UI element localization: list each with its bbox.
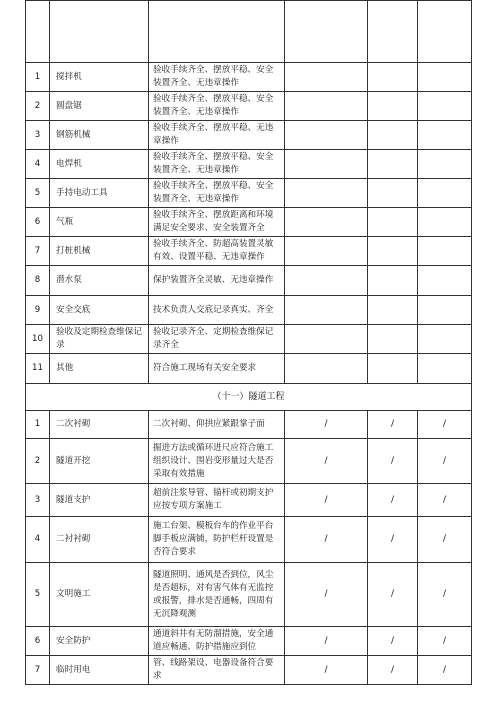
status-mark: / bbox=[285, 563, 368, 627]
table-row bbox=[26, 296, 472, 325]
table-row bbox=[26, 63, 472, 92]
row-number: 5 bbox=[26, 179, 50, 208]
row-number: 7 bbox=[26, 237, 50, 266]
item-name: 二次衬砌 bbox=[50, 411, 149, 439]
inspection-table bbox=[25, 0, 472, 685]
requirement: 验收手续齐全、摆放平稳、安全装置齐全、无违章操作 bbox=[149, 179, 285, 208]
requirement: 管、线路架设、电器设备符合要求 bbox=[149, 656, 285, 685]
status-mark: / bbox=[368, 439, 418, 484]
row-number: 6 bbox=[26, 627, 50, 656]
row-number: 11 bbox=[26, 354, 50, 384]
table-row bbox=[26, 121, 472, 150]
section-header-row bbox=[26, 384, 472, 411]
item-name: 文明施工 bbox=[50, 563, 149, 627]
status-mark: / bbox=[285, 627, 368, 656]
status-mark: / bbox=[418, 411, 472, 439]
status-mark: / bbox=[418, 627, 472, 656]
table-row bbox=[26, 656, 472, 685]
requirement: 验收手续齐全、摆放平稳、安全装置齐全、无违章操作 bbox=[149, 92, 285, 121]
status-mark: / bbox=[285, 484, 368, 517]
item-name: 隧道支护 bbox=[50, 484, 149, 517]
requirement: 隧道照明、通风是否到位，风尘是否超标，对有害气体有无监控或报警，排水是否通畅，四周有无沉降观测 bbox=[149, 563, 285, 627]
requirement: 施工台架、模板台车的作业平台脚手板应满铺，防护栏杆设置是否符合要求 bbox=[149, 517, 285, 563]
requirement: 验收记录齐全、定期检查维保记录齐全 bbox=[149, 325, 285, 354]
requirement: 验收手续齐全、防超高装置灵敏有效、设置平稳、无违章操作 bbox=[149, 237, 285, 266]
status-mark: / bbox=[368, 627, 418, 656]
table-row bbox=[26, 627, 472, 656]
row-number: 1 bbox=[26, 63, 50, 92]
item-name: 钢筋机械 bbox=[50, 121, 149, 150]
item-name: 打桩机械 bbox=[50, 237, 149, 266]
status-mark: / bbox=[418, 484, 472, 517]
table-row bbox=[26, 484, 472, 517]
requirement: 二次衬砌、仰拱应紧跟掌子面 bbox=[149, 411, 285, 439]
status-mark: / bbox=[285, 656, 368, 685]
row-number: 9 bbox=[26, 296, 50, 325]
status-mark: / bbox=[418, 563, 472, 627]
item-name: 临时用电 bbox=[50, 656, 149, 685]
item-name: 二衬衬砌 bbox=[50, 517, 149, 563]
status-mark: / bbox=[418, 439, 472, 484]
requirement: 验收手续齐全、摆放距离和环境满足安全要求、安全装置齐全 bbox=[149, 208, 285, 237]
item-name: 安全防护 bbox=[50, 627, 149, 656]
requirement: 掘进方法或循环进尺应符合施工组织设计、围岩变形量过大是否采取有效措施 bbox=[149, 439, 285, 484]
status-mark: / bbox=[418, 517, 472, 563]
status-mark: / bbox=[368, 656, 418, 685]
row-number: 3 bbox=[26, 484, 50, 517]
row-number: 2 bbox=[26, 92, 50, 121]
item-name: 搅拌机 bbox=[50, 63, 149, 92]
item-name: 潜水泵 bbox=[50, 266, 149, 296]
item-name: 手持电动工具 bbox=[50, 179, 149, 208]
table-row bbox=[26, 237, 472, 266]
table-row bbox=[26, 266, 472, 296]
table-row bbox=[26, 92, 472, 121]
status-mark: / bbox=[368, 517, 418, 563]
table-row bbox=[26, 1, 472, 63]
requirement: 通道斜井有无防溜措施，安全通道应畅通、防护措施应到位 bbox=[149, 627, 285, 656]
row-number: 4 bbox=[26, 517, 50, 563]
section-title: （十一）隧道工程 bbox=[26, 384, 472, 411]
status-mark: / bbox=[285, 411, 368, 439]
item-name: 验收及定期检查维保记录 bbox=[50, 325, 149, 354]
item-name: 安全交底 bbox=[50, 296, 149, 325]
requirement: 验收手续齐全、摆放平稳、安全装置齐全、无违章操作 bbox=[149, 150, 285, 179]
table-row bbox=[26, 354, 472, 384]
table-row bbox=[26, 150, 472, 179]
table-row bbox=[26, 517, 472, 563]
item-name: 其他 bbox=[50, 354, 149, 384]
status-mark: / bbox=[368, 411, 418, 439]
status-mark: / bbox=[368, 484, 418, 517]
row-number: 6 bbox=[26, 208, 50, 237]
requirement: 保护装置齐全灵敏、无违章操作 bbox=[149, 266, 285, 296]
item-name: 隧道开挖 bbox=[50, 439, 149, 484]
item-name: 电焊机 bbox=[50, 150, 149, 179]
row-number: 5 bbox=[26, 563, 50, 627]
row-number: 3 bbox=[26, 121, 50, 150]
table-row bbox=[26, 563, 472, 627]
status-mark: / bbox=[368, 563, 418, 627]
table-row bbox=[26, 411, 472, 439]
row-number: 4 bbox=[26, 150, 50, 179]
status-mark: / bbox=[285, 517, 368, 563]
row-number: 10 bbox=[26, 325, 50, 354]
requirement: 超前注浆导管、锚杆或初期支护应按专项方案施工 bbox=[149, 484, 285, 517]
status-mark: / bbox=[418, 656, 472, 685]
status-mark: / bbox=[285, 439, 368, 484]
row-number: 2 bbox=[26, 439, 50, 484]
table-row bbox=[26, 439, 472, 484]
table-row bbox=[26, 179, 472, 208]
item-name: 气瓶 bbox=[50, 208, 149, 237]
requirement: 验收手续齐全、摆放平稳、无违章操作 bbox=[149, 121, 285, 150]
row-number: 7 bbox=[26, 656, 50, 685]
table-row bbox=[26, 325, 472, 354]
row-number: 8 bbox=[26, 266, 50, 296]
requirement: 符合施工现场有关安全要求 bbox=[149, 354, 285, 384]
requirement: 验收手续齐全、摆放平稳、安全装置齐全、无违章操作 bbox=[149, 63, 285, 92]
requirement: 技术负责人交底记录真实、齐全 bbox=[149, 296, 285, 325]
table-row bbox=[26, 208, 472, 237]
row-number: 1 bbox=[26, 411, 50, 439]
item-name: 圆盘锯 bbox=[50, 92, 149, 121]
